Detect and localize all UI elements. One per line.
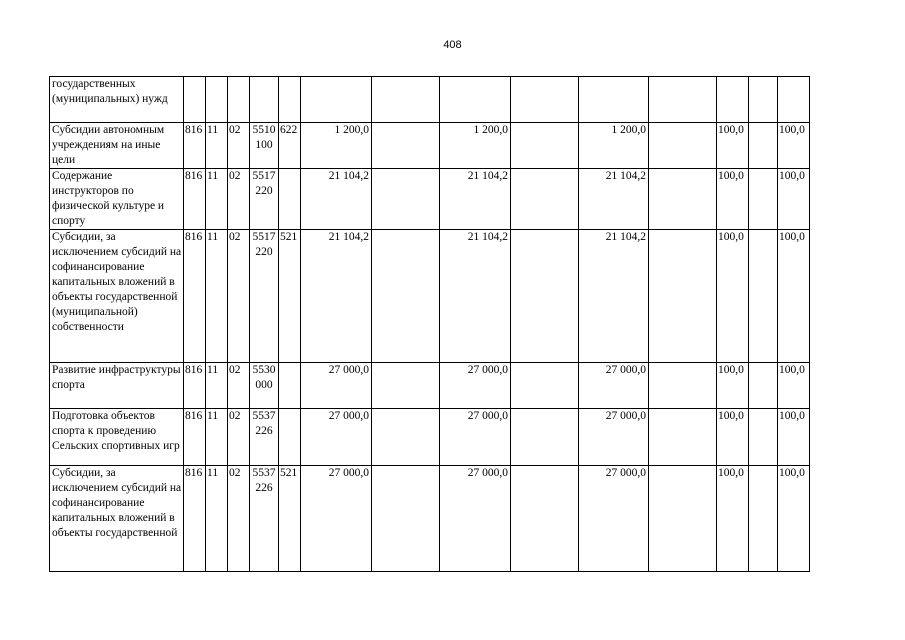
- table-row: [50, 466, 810, 572]
- empty-cell: [749, 409, 778, 466]
- grbs-code-cell: 816: [184, 230, 206, 363]
- amount-cell: 21 104,2: [440, 230, 511, 363]
- amount-cell: 27 000,0: [440, 466, 511, 572]
- subsection-code-cell: 02: [228, 123, 250, 169]
- amount-cell: 27 000,0: [579, 466, 649, 572]
- target-article-cell: 5537 226: [250, 409, 279, 466]
- amount-cell: 21 104,2: [440, 169, 511, 230]
- amount-cell: 27 000,0: [301, 409, 372, 466]
- subsection-code-cell: 02: [228, 230, 250, 363]
- percent-cell: 100,0: [717, 123, 749, 169]
- grbs-code-cell: 816: [184, 466, 206, 572]
- grbs-code-cell: 816: [184, 409, 206, 466]
- percent-cell: 100,0: [778, 466, 810, 572]
- subsection-code-cell: 02: [228, 363, 250, 409]
- target-article-cell: 5537 226: [250, 466, 279, 572]
- subsection-code-cell: [228, 77, 250, 123]
- amount-cell: [579, 77, 649, 123]
- empty-cell: [749, 77, 778, 123]
- grbs-code-cell: 816: [184, 169, 206, 230]
- section-code-cell: 11: [206, 363, 228, 409]
- row-name-cell: Подготовка объектов спорта к проведению Сельских спортивных игр: [50, 409, 184, 466]
- expense-type-cell: 622: [279, 123, 301, 169]
- section-code-cell: 11: [206, 123, 228, 169]
- amount-cell: 27 000,0: [579, 409, 649, 466]
- empty-cell: [649, 409, 717, 466]
- target-article-cell: 5517 220: [250, 230, 279, 363]
- amount-cell: 1 200,0: [440, 123, 511, 169]
- empty-cell: [649, 169, 717, 230]
- empty-cell: [749, 169, 778, 230]
- row-name-cell: Субсидии автономным учреждениям на иные цели: [50, 123, 184, 169]
- section-code-cell: 11: [206, 409, 228, 466]
- table-row: [50, 169, 810, 230]
- percent-cell: 100,0: [778, 123, 810, 169]
- empty-cell: [511, 123, 579, 169]
- grbs-code-cell: 816: [184, 363, 206, 409]
- percent-cell: 100,0: [717, 230, 749, 363]
- target-article-cell: [250, 77, 279, 123]
- amount-cell: 27 000,0: [301, 466, 372, 572]
- percent-cell: 100,0: [778, 230, 810, 363]
- expense-type-cell: [279, 169, 301, 230]
- row-name-cell: Развитие инфраструктуры спорта: [50, 363, 184, 409]
- amount-cell: 21 104,2: [579, 230, 649, 363]
- empty-cell: [372, 363, 440, 409]
- subsection-code-cell: 02: [228, 466, 250, 572]
- percent-cell: 100,0: [717, 466, 749, 572]
- percent-cell: 100,0: [717, 169, 749, 230]
- row-name-cell: Содержание инструкторов по физической культуре и спорту: [50, 169, 184, 230]
- percent-cell: 100,0: [778, 409, 810, 466]
- empty-cell: [372, 230, 440, 363]
- empty-cell: [511, 466, 579, 572]
- empty-cell: [649, 123, 717, 169]
- percent-cell: 100,0: [717, 409, 749, 466]
- empty-cell: [749, 363, 778, 409]
- expense-type-cell: [279, 77, 301, 123]
- table-row: [50, 123, 810, 169]
- row-name-cell: государственных (муниципальных) нужд: [50, 77, 184, 123]
- target-article-cell: 5510 100: [250, 123, 279, 169]
- empty-cell: [372, 123, 440, 169]
- subsection-code-cell: 02: [228, 169, 250, 230]
- empty-cell: [511, 169, 579, 230]
- empty-cell: [372, 409, 440, 466]
- amount-cell: 1 200,0: [579, 123, 649, 169]
- percent-cell: 100,0: [717, 363, 749, 409]
- amount-cell: 27 000,0: [440, 363, 511, 409]
- empty-cell: [511, 409, 579, 466]
- target-article-cell: 5530 000: [250, 363, 279, 409]
- empty-cell: [749, 466, 778, 572]
- percent-cell: 100,0: [778, 169, 810, 230]
- amount-cell: 21 104,2: [301, 230, 372, 363]
- section-code-cell: 11: [206, 169, 228, 230]
- row-name-cell: Субсидии, за исключением субсидий на софинансирование капитальных вложений в объекты государственной: [50, 466, 184, 572]
- expense-type-cell: 521: [279, 466, 301, 572]
- table-row: [50, 363, 810, 409]
- empty-cell: [749, 230, 778, 363]
- empty-cell: [372, 77, 440, 123]
- empty-cell: [649, 466, 717, 572]
- target-article-cell: 5517 220: [250, 169, 279, 230]
- empty-cell: [372, 169, 440, 230]
- empty-cell: [649, 230, 717, 363]
- amount-cell: 27 000,0: [579, 363, 649, 409]
- budget-table: [49, 76, 810, 572]
- empty-cell: [649, 363, 717, 409]
- percent-cell: [717, 77, 749, 123]
- empty-cell: [511, 363, 579, 409]
- section-code-cell: [206, 77, 228, 123]
- empty-cell: [749, 123, 778, 169]
- table-row: [50, 230, 810, 363]
- expense-type-cell: [279, 409, 301, 466]
- page-number: 408: [443, 39, 462, 51]
- section-code-cell: 11: [206, 466, 228, 572]
- expense-type-cell: [279, 363, 301, 409]
- percent-cell: [778, 77, 810, 123]
- empty-cell: [511, 230, 579, 363]
- amount-cell: 27 000,0: [440, 409, 511, 466]
- subsection-code-cell: 02: [228, 409, 250, 466]
- grbs-code-cell: 816: [184, 123, 206, 169]
- table-row: [50, 409, 810, 466]
- section-code-cell: 11: [206, 230, 228, 363]
- empty-cell: [511, 77, 579, 123]
- amount-cell: 21 104,2: [579, 169, 649, 230]
- amount-cell: 1 200,0: [301, 123, 372, 169]
- empty-cell: [372, 466, 440, 572]
- amount-cell: [301, 77, 372, 123]
- percent-cell: 100,0: [778, 363, 810, 409]
- grbs-code-cell: [184, 77, 206, 123]
- amount-cell: 21 104,2: [301, 169, 372, 230]
- table-row: [50, 77, 810, 123]
- amount-cell: 27 000,0: [301, 363, 372, 409]
- row-name-cell: Субсидии, за исключением субсидий на софинансирование капитальных вложений в объекты государственной (муниципальной) собственности: [50, 230, 184, 363]
- expense-type-cell: 521: [279, 230, 301, 363]
- empty-cell: [649, 77, 717, 123]
- amount-cell: [440, 77, 511, 123]
